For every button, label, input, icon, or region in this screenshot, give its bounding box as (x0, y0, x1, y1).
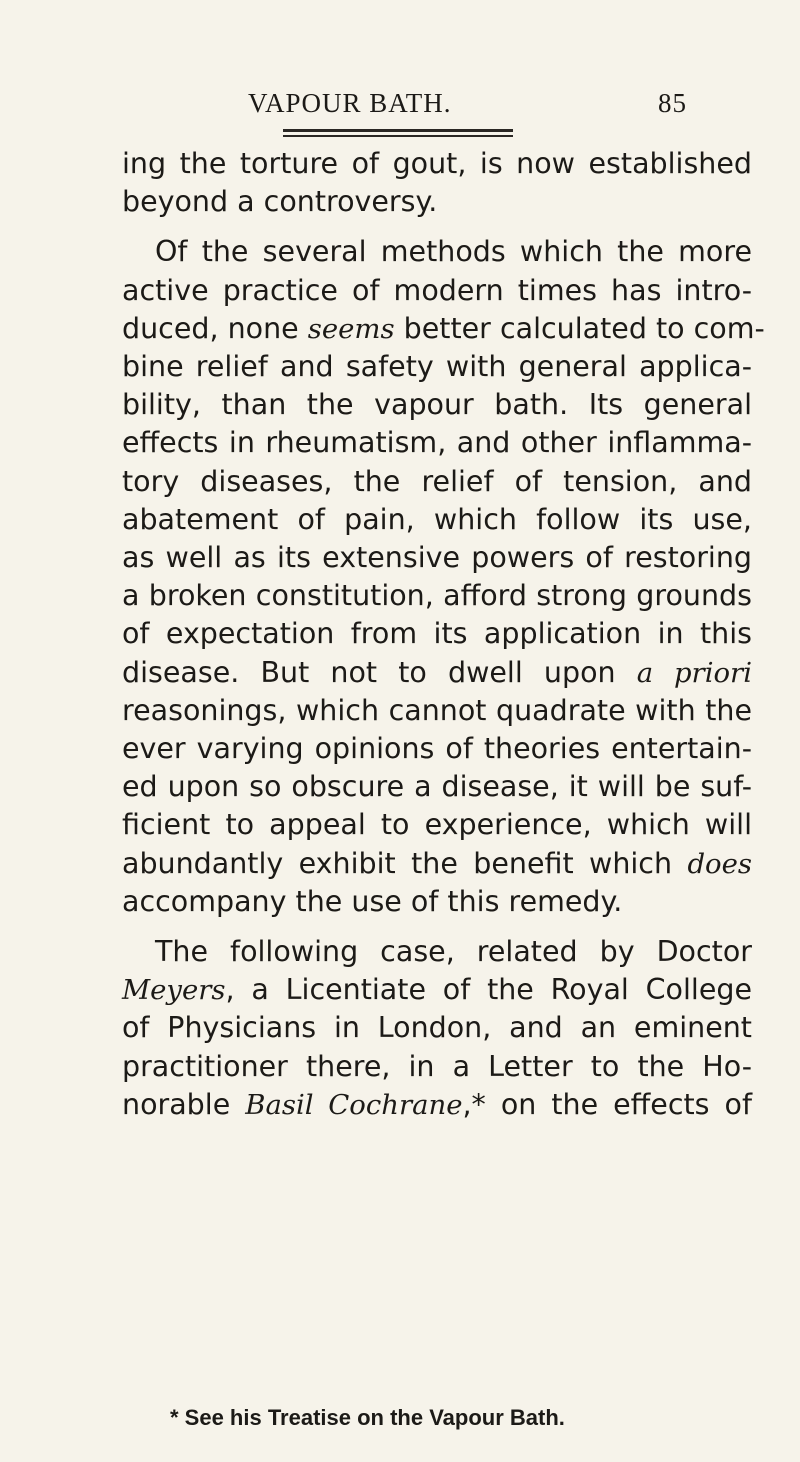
text-line (122, 310, 765, 348)
text-line: practitioner there, in a Letter to the Ho- (122, 1049, 752, 1083)
text-line (122, 1086, 752, 1124)
paragraph-gap (122, 221, 752, 233)
text-line: The following case, related by Doctor (155, 935, 752, 969)
text-line: of Physicians in London, and an eminent (122, 1011, 752, 1045)
text-line: bility, than the vapour bath. Its general (122, 388, 752, 422)
text-line: ficient to appeal to experience, which will (122, 808, 752, 842)
text-line: accompany the use of this remedy. (122, 884, 623, 918)
paragraph-gap (122, 921, 752, 933)
text-line: active practice of modern times has intro- (122, 273, 752, 307)
text-run: , a Licentiate of the Royal College (225, 973, 752, 1007)
text-line: tory diseases, the relief of tension, and (122, 464, 752, 498)
text-line: of expectation from its application in this (122, 617, 752, 651)
paragraph-3 (122, 933, 752, 1124)
text-run: abundantly exhibit the benefit which (122, 846, 688, 880)
text-line: bine relief and safety with general applica- (122, 350, 752, 384)
text-line: as well as its extensive powers of restoring (122, 541, 752, 575)
page-number: 85 (658, 88, 687, 118)
italic-word: seems (307, 312, 395, 345)
text-line: ever varying opinions of theories entertain- (122, 732, 752, 766)
text-line (122, 971, 752, 1009)
text-run: ,* on the effects of (462, 1087, 752, 1121)
italic-phrase: a priori (636, 656, 752, 689)
text-run: disease. But not to dwell upon (122, 655, 637, 689)
italic-name: Meyers (122, 974, 226, 1007)
body-text (122, 145, 765, 1124)
running-head (248, 88, 728, 128)
text-line: abatement of pain, which follow its use, (122, 502, 752, 536)
text-line: ing the torture of gout, is now established (122, 147, 752, 180)
text-line: Of the several methods which the more (155, 235, 752, 269)
paragraph-1 (122, 145, 752, 221)
text-line: effects in rheumatism, and other inflamma- (122, 426, 752, 460)
header-rule (283, 129, 513, 137)
italic-word: does (687, 847, 752, 880)
text-line: reasonings, which cannot quadrate with the (122, 693, 752, 727)
footnote: * See his Treatise on the Vapour Bath. (170, 1405, 565, 1430)
text-run: better calculated to com- (394, 311, 765, 345)
text-line: beyond a controversy. (122, 185, 438, 219)
running-title: VAPOUR BATH. (248, 88, 452, 118)
text-run: duced, none (122, 311, 308, 345)
text-run: norable (122, 1087, 246, 1121)
text-line: a broken constitution, afford strong grounds (122, 579, 752, 613)
paragraph-2 (122, 233, 765, 921)
text-line (122, 845, 752, 883)
italic-name: Basil Cochrane (245, 1088, 463, 1121)
text-line: ed upon so obscure a disease, it will be suf- (122, 770, 752, 804)
text-line (122, 654, 752, 692)
